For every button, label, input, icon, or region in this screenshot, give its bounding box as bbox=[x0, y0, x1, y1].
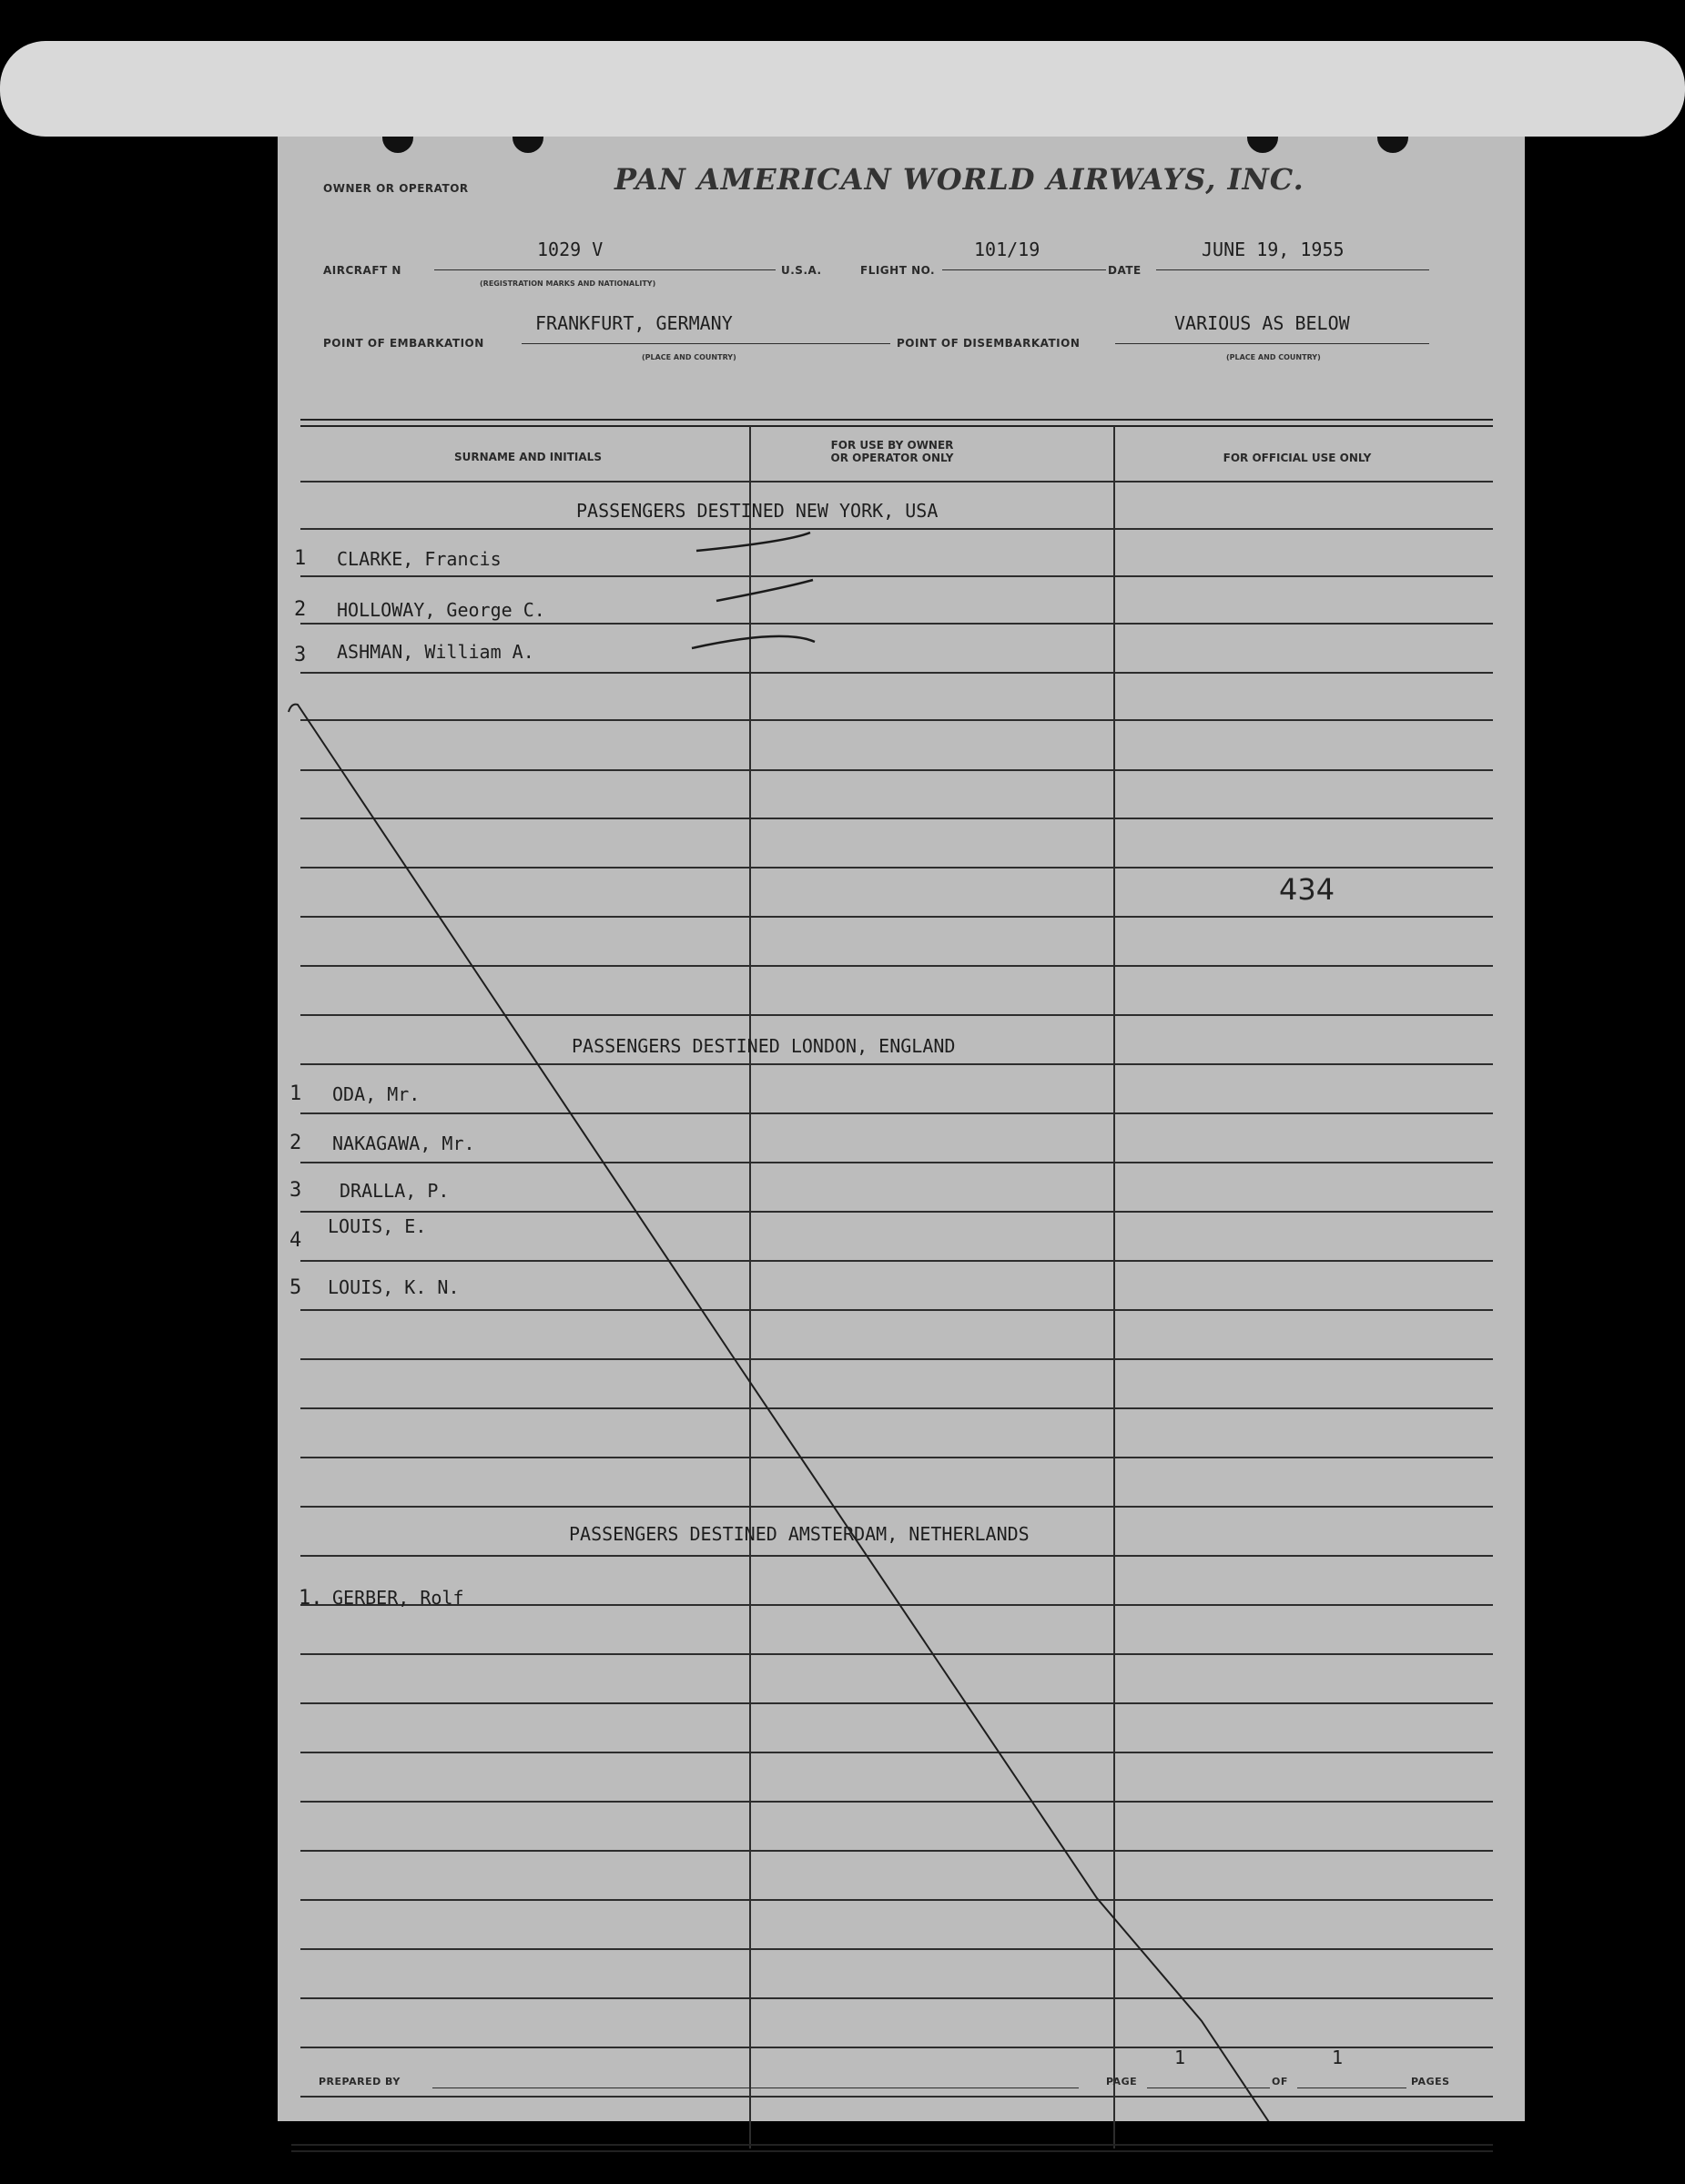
film-edge-band bbox=[0, 41, 1685, 137]
passenger-number: 1 bbox=[289, 1082, 302, 1105]
passenger-name: GERBER, Rolf bbox=[332, 1587, 464, 1609]
date-value: JUNE 19, 1955 bbox=[1202, 239, 1345, 260]
page-label: PAGE bbox=[1106, 2076, 1138, 2087]
section-heading: PASSENGERS DESTINED LONDON, ENGLAND bbox=[572, 1035, 956, 1057]
section-heading: PASSENGERS DESTINED NEW YORK, USA bbox=[576, 500, 939, 522]
aircraft-label: AIRCRAFT N bbox=[323, 264, 401, 277]
passenger-name: LOUIS, K. N. bbox=[328, 1276, 460, 1298]
passenger-number: 2 bbox=[294, 598, 307, 621]
check-mark bbox=[716, 580, 813, 601]
passenger-number: 3 bbox=[289, 1179, 302, 1202]
column-header-official: FOR OFFICIAL USE ONLY bbox=[1223, 452, 1372, 464]
passenger-number: 3 bbox=[294, 644, 307, 666]
passenger-number: 2 bbox=[289, 1132, 302, 1154]
prepared-by-label: PREPARED BY bbox=[319, 2076, 401, 2087]
embark-note: (PLACE AND COUNTRY) bbox=[642, 353, 736, 361]
column-header-surname: SURNAME AND INITIALS bbox=[454, 451, 602, 463]
column-header-operator: FOR USE BY OWNER OR OPERATOR ONLY bbox=[830, 439, 954, 464]
pages-value: 1 bbox=[1332, 2047, 1344, 2068]
date-label: DATE bbox=[1108, 264, 1142, 277]
passenger-name: HOLLOWAY, George C. bbox=[337, 599, 545, 621]
official-mark: 434 bbox=[1279, 872, 1335, 907]
section-heading: PASSENGERS DESTINED AMSTERDAM, NETHERLANDS bbox=[569, 1523, 1030, 1545]
passenger-name: LOUIS, E. bbox=[328, 1215, 427, 1237]
disembark-value: VARIOUS AS BELOW bbox=[1174, 312, 1350, 334]
check-mark bbox=[692, 636, 815, 648]
flight-value: 101/19 bbox=[974, 239, 1040, 260]
disembark-note: (PLACE AND COUNTRY) bbox=[1226, 353, 1321, 361]
passenger-name: NAKAGAWA, Mr. bbox=[332, 1133, 475, 1154]
usa-label: U.S.A. bbox=[781, 264, 822, 277]
pages-line bbox=[1297, 2087, 1406, 2088]
owner-label: OWNER OR OPERATOR bbox=[323, 182, 469, 195]
registration-note: (REGISTRATION MARKS AND NATIONALITY) bbox=[480, 279, 656, 288]
of-label: OF bbox=[1272, 2076, 1288, 2087]
passenger-number: 1 bbox=[294, 547, 307, 570]
flight-label: FLIGHT NO. bbox=[860, 264, 936, 277]
embark-value: FRANKFURT, GERMANY bbox=[535, 312, 733, 334]
passenger-name: CLARKE, Francis bbox=[337, 548, 502, 570]
page-value: 1 bbox=[1174, 2047, 1186, 2068]
passenger-number: 1. bbox=[299, 1587, 323, 1610]
prepared-by-line bbox=[432, 2087, 1079, 2088]
aircraft-value: 1029 V bbox=[537, 239, 604, 260]
pen-marks bbox=[278, 137, 1525, 2121]
page-line bbox=[1147, 2087, 1270, 2088]
pages-label: PAGES bbox=[1411, 2076, 1450, 2087]
passenger-name: ASHMAN, William A. bbox=[337, 641, 534, 663]
check-mark bbox=[696, 533, 810, 551]
passenger-name: ODA, Mr. bbox=[332, 1083, 421, 1105]
owner-value: PAN AMERICAN WORLD AIRWAYS, INC. bbox=[614, 162, 1304, 197]
diagonal-strike-line bbox=[289, 705, 1338, 2121]
table-bottom-rule bbox=[291, 2144, 1493, 2152]
manifest-sheet bbox=[278, 137, 1525, 2121]
disembark-label: POINT OF DISEMBARKATION bbox=[897, 337, 1081, 350]
passenger-number: 5 bbox=[289, 1276, 302, 1299]
passenger-number: 4 bbox=[289, 1229, 302, 1252]
passenger-name: DRALLA, P. bbox=[340, 1180, 450, 1202]
embark-label: POINT OF EMBARKATION bbox=[323, 337, 484, 350]
